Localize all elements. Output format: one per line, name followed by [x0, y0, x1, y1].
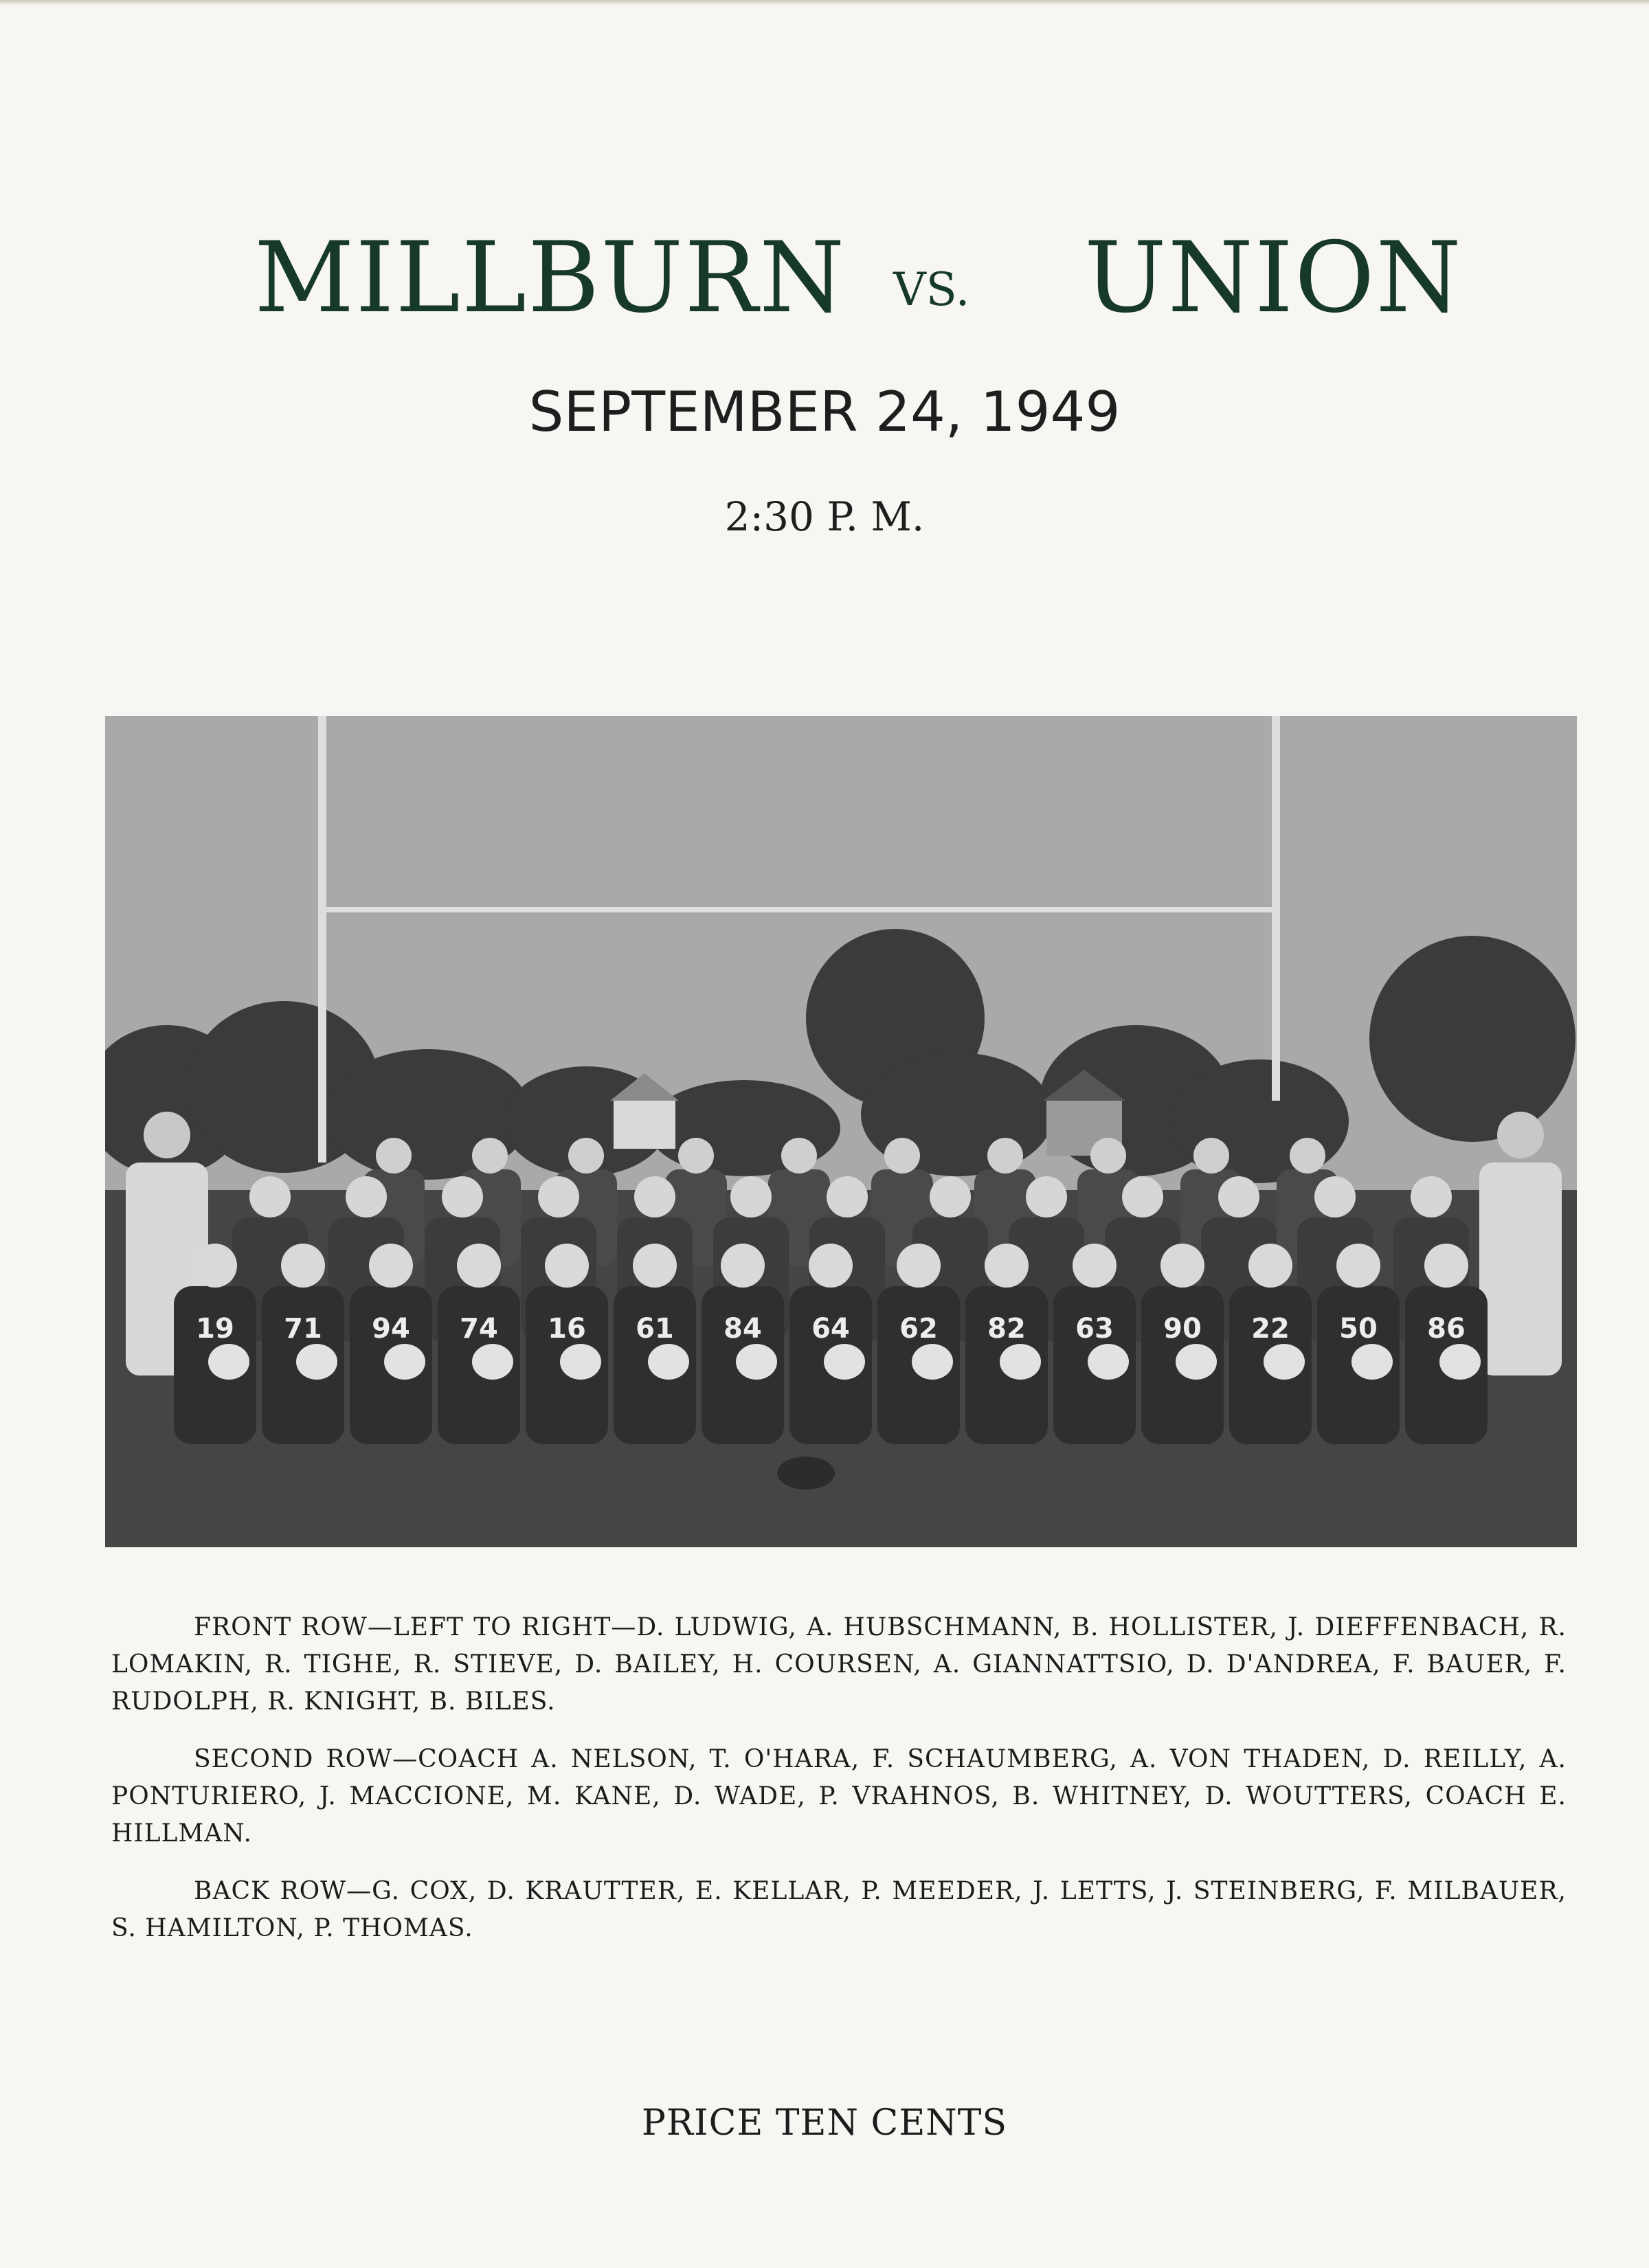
game-time: 2:30 P. M. — [724, 493, 925, 540]
caption-front-row: FRONT ROW—LEFT TO RIGHT—D. LUDWIG, A. HUBSCHMANN, B. HOLLISTER, J. DIEFFENBACH, R. LOMAKIN, R. TIGHE, R. STIEVE, D. BAILEY, H. COURSEN, A. GIANNATTSIO, D. D'ANDREA, F. BAUER, F. RUDOLPH, R. KNIGHT, B. BILES. — [111, 1613, 1567, 1716]
helmet — [1088, 1344, 1129, 1380]
jersey-number: 74 — [460, 1313, 498, 1345]
helmet — [560, 1344, 601, 1380]
helmet — [208, 1344, 249, 1380]
helmet — [824, 1344, 865, 1380]
jersey-number: 63 — [1075, 1313, 1114, 1345]
jersey-number: 62 — [899, 1313, 938, 1345]
page-edge — [0, 0, 1649, 5]
jersey-number: 64 — [811, 1313, 850, 1345]
helmet — [472, 1344, 513, 1380]
jersey-number: 16 — [548, 1313, 586, 1345]
caption-back-row: BACK ROW—G. COX, D. KRAUTTER, E. KELLAR, P. MEEDER, J. LETTS, J. STEINBERG, F. MILBAUER, S. HAMILTON, P. THOMAS. — [111, 1877, 1567, 1942]
jersey-number: 84 — [723, 1313, 762, 1345]
team-photo-illustration — [105, 716, 1577, 1547]
helmet — [736, 1344, 777, 1380]
jersey-number: 50 — [1339, 1313, 1378, 1345]
jersey-number: 22 — [1251, 1313, 1290, 1345]
helmet — [296, 1344, 337, 1380]
home-team-name: MILLBURN — [254, 221, 846, 335]
house — [614, 1101, 675, 1149]
game-date: SEPTEMBER 24, 1949 — [528, 380, 1121, 444]
jersey-number: 94 — [372, 1313, 410, 1345]
jersey-number: 61 — [636, 1313, 674, 1345]
helmet — [1351, 1344, 1393, 1380]
helmet — [1176, 1344, 1217, 1380]
helmet — [1000, 1344, 1041, 1380]
football — [777, 1457, 835, 1490]
versus-label: VS. — [893, 263, 970, 316]
jersey-number: 82 — [987, 1313, 1026, 1345]
jersey-number: 19 — [196, 1313, 234, 1345]
jersey-number: 90 — [1163, 1313, 1202, 1345]
helmet — [384, 1344, 425, 1380]
helmet — [1439, 1344, 1481, 1380]
team-photo — [105, 716, 1577, 1547]
away-team-name: UNION — [1084, 221, 1463, 335]
game-title — [0, 221, 1649, 335]
helmet — [648, 1344, 689, 1380]
caption-second-row: SECOND ROW—COACH A. NELSON, T. O'HARA, F. SCHAUMBERG, A. VON THADEN, D. REILLY, A. PONTURIERO, J. MACCIONE, M. KANE, D. WADE, P. VRAHNOS, B. WHITNEY, D. WOUTTERS, COACH E. HILLMAN. — [111, 1745, 1567, 1848]
price-label: PRICE TEN CENTS — [641, 2102, 1008, 2144]
jersey-number: 86 — [1427, 1313, 1466, 1345]
jersey-number: 71 — [284, 1313, 322, 1345]
helmet — [1264, 1344, 1305, 1380]
helmet — [912, 1344, 953, 1380]
